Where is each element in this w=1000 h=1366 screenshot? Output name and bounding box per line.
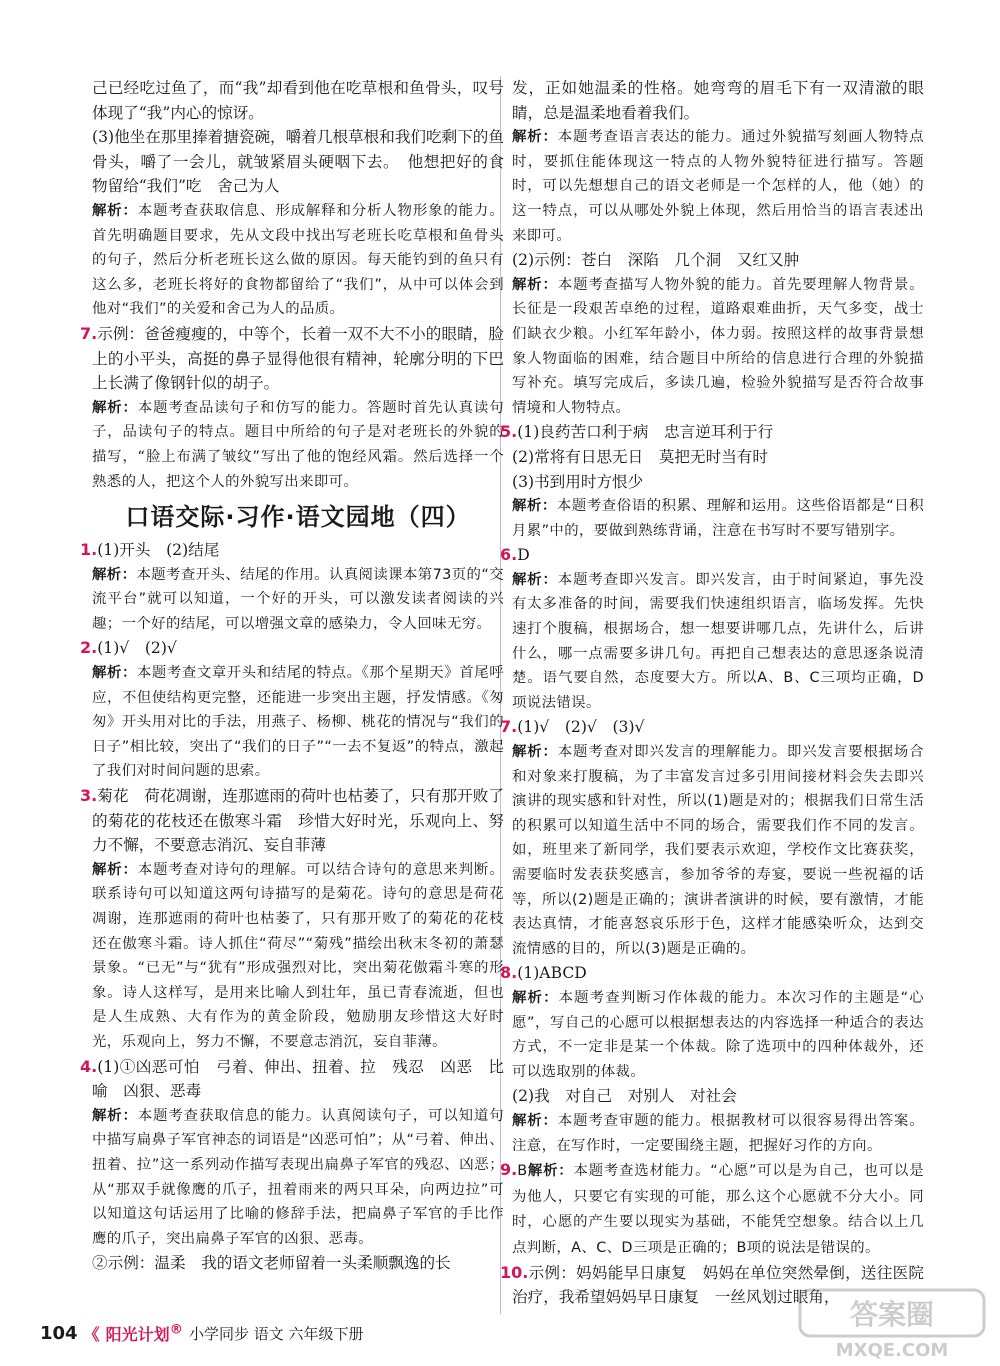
answer-block [500,543,925,715]
explanation-text: 本题考查即兴发言。即兴发言，由于时间紧迫，事先没有太多准备的时间，需要我们快速组织语言，临场发挥。先快速打个腹稿，根据场合，想一想要讲哪几点，先讲什么，后讲什么，哪一点需要多讲几句。再把自己想表达的意思逐条说清楚。语气要自然，态度要大方。所以A、B、C三项均正确，D项说法错误。 [512,571,925,711]
question-answer [80,1055,504,1104]
brand-name [106,1322,183,1345]
question-number: 3. [80,786,98,806]
explanation-label: 解析： [92,566,137,583]
sub-answer: (2)示例：苍白 深陷 几个洞 又红又肿 [512,251,800,270]
explanation-text: 本题考查对诗句的理解。可以结合诗句的意思来判断。联系诗句可以知道这两句诗描写的是菊花。诗句的意思是荷花凋谢，连那遮雨的荷叶也枯萎了，只有那开败了的菊花的花枝还在傲寒斗霜。诗人抓住“荷尽”“菊残”描绘出秋末冬初的萧瑟景象。“已无”与“犹有”形成强烈对比，突出菊花傲霜斗寒的形象。诗人这样写，是用来比喻人到壮年，虽已青春流逝，但也是人生成熟、大有作为的黄金阶段，勉励朋友珍惜这大好时光，乐观向上，努力不懈，不要意志消沉，妄自菲薄。 [92,861,505,1050]
sub-answer: (2)我 对自己 对别人 对社会 [512,1087,737,1106]
explanation [92,661,504,784]
question-number: 7. [80,323,98,343]
question-number: 1. [80,540,98,560]
book-title: 小学同步 语文 六年级下册 [188,1325,364,1343]
answer-block [500,961,925,1158]
explanation-label: 解析： [512,1112,558,1129]
answer-text: (1)良药苦口利于病 忠言逆耳利于行 [517,423,774,442]
question-answer [500,1158,925,1260]
registered-mark: ® [169,1322,183,1338]
question-answer [80,538,504,563]
answer-text: (1)√ (2)√ (3)√ [517,718,645,737]
explanation-label: 解析： [92,202,138,219]
question-answer [80,636,504,661]
watermark-title: 答案圈 [849,1298,935,1331]
explanation [92,563,504,637]
question-number: 2. [80,638,98,658]
explanation [92,396,504,494]
question-answer [80,784,504,858]
answer-text: (1)√ (2)√ [97,639,177,658]
question-number: 4. [80,1056,98,1076]
question-number: 10. [500,1262,529,1282]
explanation-text: 本题考查品读句子和仿写的能力。答题时首先认真读句子，品读句子的特点。题目中所给的句子是对老班长的外貌的描写，“脸上布满了皱纹”写出了他的饱经风霜。然后选择一个熟悉的人，把这个人的外貌写出来即可。 [92,399,505,490]
explanation [512,273,924,421]
sub-answer: ②示例：温柔 我的语文老师留着一头柔顺飘逸的长 [92,1254,451,1273]
explanation-text: 本题考查描写人物外貌的能力。首先要理解人物背景。长征是一段艰苦卓绝的过程，道路艰难曲折，天气多变，战士们缺衣少粮。小红军年龄小，体力弱。按照这样的故事背景想象人物面临的困难，结合题目中所给的信息进行合理的外貌描写补充。填写完成后，多读几遍，检验外貌描写是否符合故事情境和人物特点。 [512,276,925,416]
explanation-label: 解析： [512,571,558,588]
question-number: 9. [500,1160,518,1180]
answer-text: 示例：妈妈能早日康复 妈妈在单位突然晕倒，送往医院治疗，我希望妈妈早日康复 一丝风划过眼角， [512,1263,924,1307]
explanation-label: 解析： [512,744,558,761]
answer-block [80,322,505,494]
question-number: 8. [500,963,518,983]
right-column [500,76,925,1310]
section-title: 口语交际·习作·语文园地（四） [125,503,471,532]
explanation [512,125,924,248]
paragraph: 发，正如她温柔的性格。她弯弯的眉毛下有一双清澈的眼睛，总是温柔地看着我们。 [512,79,924,122]
answer-text: (1)开头 (2)结尾 [97,541,220,560]
answer-block [500,715,925,961]
page-number: 104 [40,1323,78,1344]
answer-text: B [517,1163,528,1180]
sub-answer: (2)常将有日思无日 莫把无时当有时 [512,447,768,466]
answer-text: D [517,546,530,565]
explanation-label: 解析： [527,1163,574,1180]
explanation-label: 解析： [512,498,557,515]
explanation-label: 解析： [512,276,558,293]
explanation-text: 本题考查判断习作体裁的能力。本次习作的主题是“心愿”，写自己的心愿可以根据想表达的内容选择一种适合的表达方式，不一定非是某一个体裁。除了选项中的四种体裁外，还可以选取别的体裁。 [512,989,925,1080]
explanation-text: 本题考查选材能力。“心愿”可以是为自己，也可以是为他人，只要它有实现的可能，那么这个心愿就不分大小。同时，心愿的产生要以现实为基础，不能凭空想象。结合以上几点判断，A、C、D三项是正确的；B项的说法是错误的。 [512,1163,925,1256]
explanation [512,1163,924,1256]
answer-block [80,636,504,784]
question-number: 7. [500,717,518,737]
answer-text: 示例：爸爸瘦瘦的，中等个，长着一双不大不小的眼睛，脸上的小平头，高挺的鼻子显得他很有精神，轮廓分明的下巴上长满了像钢针似的胡子。 [92,324,504,393]
answer-block [500,1158,925,1260]
watermark-logo [798,1288,986,1360]
answer-text: (1)①凶恶可怕 弓着、伸出、扭着、拉 残忍 凶恶 比喻 凶狠、恶毒 [92,1057,504,1101]
explanation [92,858,504,1055]
explanation-text: 本题考查俗语的积累、理解和运用。这些俗语都是“日积月累”中的，要做到熟练背诵，注意在书写时不要写错别字。 [512,498,924,539]
question-answer [500,543,924,568]
answer-block [92,76,504,322]
explanation-label: 解析： [92,399,138,416]
question-number: 6. [500,545,518,565]
explanation [512,1109,924,1158]
explanation-text: 本题考查审题的能力。根据教材可以很容易得出答案。注意，在写作时，一定要围绕主题，把握好习作的方向。 [512,1112,925,1154]
explanation [92,199,504,322]
question-answer [500,715,924,740]
question-number: 5. [500,422,518,442]
explanation-label: 解析： [512,989,559,1006]
answer-text: 菊花 荷花凋谢，连那遮雨的荷叶也枯萎了，只有那开败了的菊花的花枝还在傲寒斗霜 珍惜大好时光，乐观向上、努力不懈，不要意志消沉、妄自菲薄 [92,787,504,855]
explanation [512,494,924,543]
explanation [512,740,924,961]
left-column [80,76,505,1276]
watermark-url: MXQE.COM [835,1340,949,1360]
sub-answer: (3)他坐在那里捧着搪瓷碗，嚼着几根草根和我们吃剩下的鱼骨头，嚼了一会儿，就皱紧眉头硬咽下去。 他想把好的食物留给“我们”吃 舍己为人 [92,128,504,196]
page-footer [40,1322,363,1345]
question-answer [500,961,924,986]
explanation-text: 本题考查对即兴发言的理解能力。即兴发言要根据场合和对象来打腹稿，为了丰富发言过多引用间接材料会失去即兴演讲的现实感和针对性，所以(1)题是对的；根据我们日常生活的积累可以知道生活中不同的场合，需要我们作不同的发言。如，班里来了新同学，我们要表示欢迎，学校作文比赛获奖，需要临时发表获奖感言，参加爷爷的寿宴，要说一些祝福的话等，所以(2)题是正确的；演讲者演讲的时候，要有激情，才能表达真情，才能喜怒哀乐形于色，这样才能感染听众，达到交流情感的目的，所以(3)题是正确的。 [512,744,925,957]
brand-text: 阳光计划 [105,1325,170,1344]
explanation-text: 本题考查获取信息、形成解释和分析人物形象的能力。首先明确题目要求，先从文段中找出写老班长吃草根和鱼骨头的句子，然后分析老班长这么做的原因。每天能钓到的鱼只有这么多，老班长将好的食物都留给了“我们”，从中可以体会到他对“我们”的关爱和舍己为人的品质。 [92,202,505,318]
explanation-label: 解析： [512,129,558,146]
answer-block [80,538,505,636]
double-chevron-icon: 《 [83,1325,100,1344]
answer-block [500,420,924,543]
explanation-text: 本题考查语言表达的能力。通过外貌描写刻画人物特点时，要抓住能体现这一特点的人物外貌特征进行描写。答题时，可以先想想自己的语文老师是一个怎样的人，他（她）的这一特点，可以从哪处外貌上体现，然后用恰当的语言表述出来即可。 [512,129,925,244]
explanation-label: 解析： [92,861,138,878]
explanation [512,986,924,1084]
explanation-label: 解析： [92,1107,138,1124]
answer-block [80,784,505,1055]
explanation [512,568,924,716]
explanation [92,1104,504,1252]
answer-block [512,76,924,420]
answer-text: (1)ABCD [517,964,587,983]
question-answer [80,322,504,396]
sub-answer: (3)书到用时方恨少 [512,472,644,491]
explanation-text: 本题考查获取信息的能力。认真阅读句子，可以知道句中描写扁鼻子军官神态的词语是“凶恶可怕”；从“弓着、伸出、扭着、拉”这一系列动作描写表现出扁鼻子军官的残忍、凶恶；从“那双手就像鹰的爪子，扭着雨来的两只耳朵，向两边拉”可以知道这句话运用了比喻的修辞手法，把扁鼻子军官的手比作鹰的爪子，突出扁鼻子军官的凶狠、恶毒。 [92,1107,505,1247]
explanation-text: 本题考查文章开头和结尾的特点。《那个星期天》首尾呼应，不但使结构更完整，还能进一步突出主题，抒发情感。《匆匆》开头用对比的手法，用燕子、杨柳、桃花的情况与“我们的日子”相比较，突出了“我们的日子”“一去不复返”的特点，激起了我们对时间问题的思索。 [92,665,504,780]
answer-block [80,1055,505,1276]
paragraph: 己已经吃过鱼了，而“我”却看到他在吃草根和鱼骨头，叹号体现了“我”内心的惊讶。 [92,79,504,122]
explanation-text: 本题考查开头、结尾的作用。认真阅读课本第73页的“交流平台”就可以知道，一个好的开头，可以激发读者阅读的兴趣；一个好的结尾，可以增强文章的感染力，令人回味无穷。 [92,566,505,632]
explanation-label: 解析： [92,665,137,682]
question-answer [500,420,924,445]
